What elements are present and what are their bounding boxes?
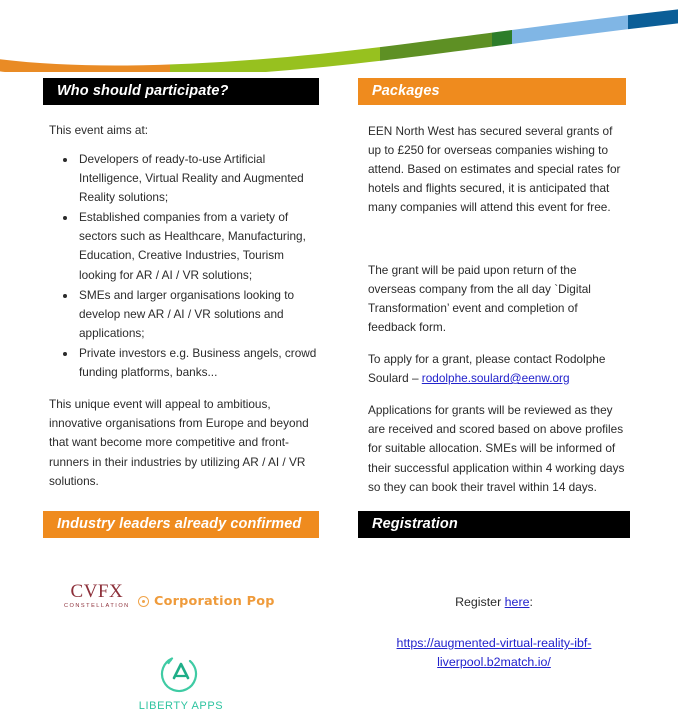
list-item: • Developers of ready-to-use Artificial Intelligence, Virtual Reality and Augmented Reality solutions;: [77, 150, 319, 207]
industry-leaders-logo-row-1: [43, 580, 319, 624]
participate-lead-text: This event aims at:: [49, 123, 149, 137]
ribbon-graphic: [0, 0, 678, 72]
ribbon-segment-dark-green: [492, 0, 512, 72]
participate-bullet-list: [43, 150, 319, 382]
ribbon-segment-light-blue: [512, 0, 628, 72]
packages-section: [358, 78, 626, 510]
contact-email-link[interactable]: rodolphe.soulard@eenw.org: [421, 371, 570, 386]
ribbon-segment-orange: [0, 0, 170, 72]
registration-section: [358, 511, 630, 671]
corporation-pop-wordmark: Corporation Pop: [154, 594, 275, 609]
industry-leaders-logo-row-2: [43, 652, 319, 714]
list-item: • Established companies from a variety of sectors such as Healthcare, Manufacturing, Education, Creative Industries, Tourism looking for AR / AI / VR solutions;: [77, 208, 319, 284]
participate-closing-text: This unique event will appeal to ambitious, innovative organisations from Europe and beyond that want become more competitive and front-runners in their industries by utilizing AR / AI / VR solutions.: [49, 397, 309, 488]
cvfx-wordmark: CVFX: [70, 581, 124, 602]
ribbon-segment-dark-blue: [628, 0, 678, 72]
who-should-participate-header: Who should participate?: [43, 78, 319, 105]
liberty-apps-wordmark: LIBERTY APPS: [138, 700, 224, 712]
who-should-participate-body: [43, 121, 319, 491]
decorative-ribbon: [0, 0, 678, 72]
registration-url-link[interactable]: https://augmented-virtual-reality-ibf-liverpool.b2match.io/: [396, 636, 592, 669]
packages-contact-prefix: To apply for a grant, please contact Rodolphe Soulard –: [368, 351, 606, 386]
cvfx-constellation-logo: [64, 582, 130, 609]
ribbon-segment-olive-green: [380, 0, 492, 72]
who-should-participate-section: [43, 78, 319, 491]
registration-header: Registration: [358, 511, 630, 538]
ribbon-segment-light-green: [170, 0, 380, 72]
industry-leaders-header: Industry leaders already confirmed: [43, 511, 319, 538]
packages-body: [358, 122, 626, 497]
packages-paragraph-payment: The grant will be paid upon return of the overseas company from the all day `Digital Transformation’ event and completion of feedback form.: [368, 262, 591, 334]
register-suffix: :: [529, 595, 533, 609]
register-prefix: Register: [455, 595, 505, 609]
register-here-link[interactable]: here: [504, 595, 530, 609]
list-item: • SMEs and larger organisations looking to develop new AR / AI / VR solutions and applications;: [77, 286, 319, 343]
register-line: [358, 595, 630, 609]
packages-contact-paragraph: [368, 350, 626, 388]
industry-leaders-section: [43, 511, 319, 538]
registration-url-wrap: [358, 634, 630, 671]
packages-closing-paragraph: Applications for grants will be reviewed as they are received and scored based on above profiles for suitable allocation. SMEs will be informed of their successful application within 4 working days so they can book their travel within 14 days.: [368, 403, 625, 494]
packages-paragraph-grants: EEN North West has secured several grants of up to £250 for overseas companies wishing to attend. Based on estimates and special rates for hotels and flights secured, it is anticipated that many companies will attend this event for free.: [368, 124, 621, 215]
corporation-pop-logo: [138, 594, 275, 609]
packages-spacer: [368, 231, 626, 261]
ribbon-segments: [0, 0, 678, 72]
cvfx-tagline: CONSTELLATION: [64, 603, 130, 609]
liberty-apps-logo: [139, 652, 223, 712]
list-item: • Private investors e.g. Business angels, crowd funding platforms, banks...: [77, 344, 319, 382]
corporation-pop-circle-icon: [138, 596, 149, 607]
liberty-apps-icon: [160, 652, 202, 694]
packages-header: Packages: [358, 78, 626, 105]
